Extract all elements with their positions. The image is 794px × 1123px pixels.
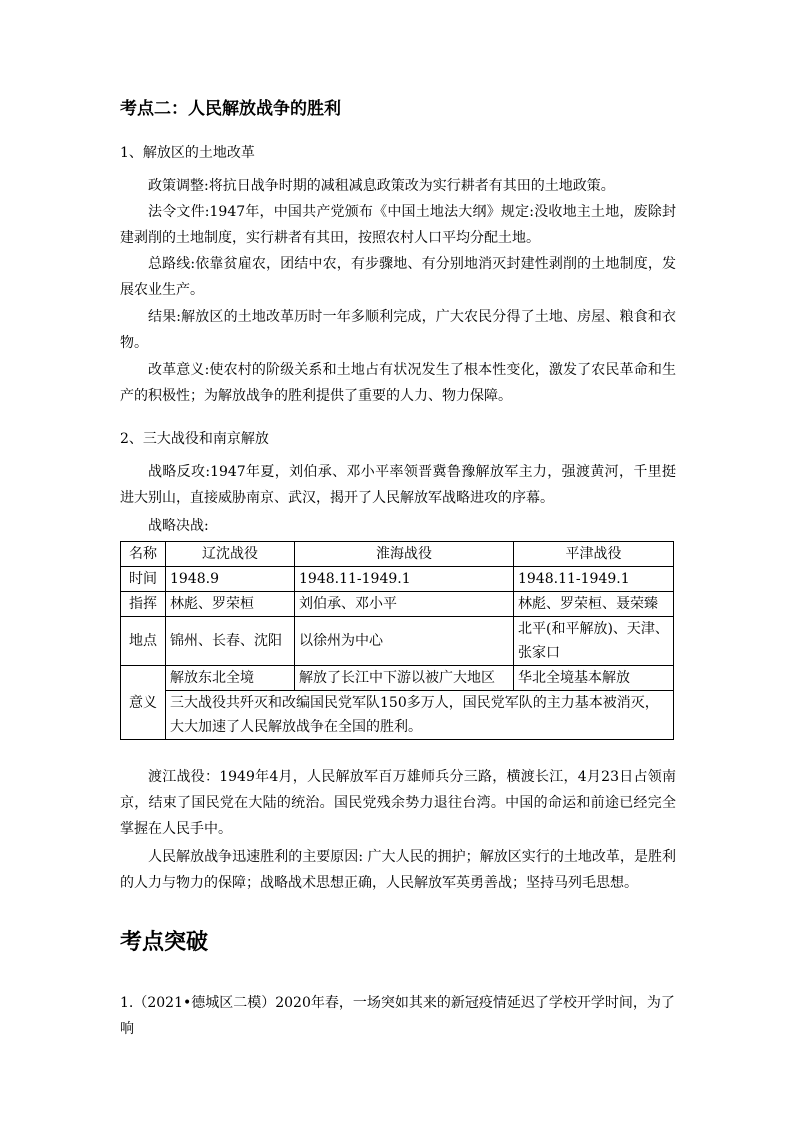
line-paragraph: 总路线:依靠贫雇农，团结中农，有步骤地、有分别地消灭封建性剥削的土地制度，发展农业生产。 — [120, 256, 676, 298]
table-cell: 三大战役共歼灭和改编国民党军队150多万人，国民党军队的主力基本被消灭，大大加速了人民解放战争在全国的胜利。 — [166, 691, 674, 740]
part1-heading: 1、解放区的土地改革 — [120, 145, 255, 161]
crossing-paragraph: 渡江战役：1949年4月，人民解放军百万雄师兵分三路，横渡长江，4月23日占领南京，结束了国民党在大陆的统治。国民党残余势力退往台湾。中国的命运和前途已经完全掌握在人民手中。 — [120, 769, 676, 837]
table-cell: 林彪、罗荣桓、聂荣臻 — [514, 592, 674, 617]
table-cell: 辽沈战役 — [166, 542, 295, 567]
table-row — [121, 567, 674, 592]
table-cell: 平津战役 — [514, 542, 674, 567]
battle-table — [120, 541, 674, 740]
result-paragraph: 结果:解放区的土地改革历时一年多顺利完成，广大农民分得了土地、房屋、粮食和衣物。 — [120, 309, 676, 351]
table-cell: 时间 — [121, 567, 166, 592]
table-cell: 地点 — [121, 617, 166, 666]
table-cell: 华北全境基本解放 — [514, 666, 674, 691]
table-cell: 1948.11-1949.1 — [295, 567, 514, 592]
table-cell: 北平(和平解放)、天津、张家口 — [514, 617, 674, 666]
table-cell: 意义 — [121, 666, 166, 740]
table-cell: 1948.9 — [166, 567, 295, 592]
table-row — [121, 666, 674, 691]
table-cell: 以徐州为中心 — [295, 617, 514, 666]
section-title: 考点二：人民解放战争的胜利 — [120, 99, 341, 119]
table-row — [121, 592, 674, 617]
table-cell: 淮海战役 — [295, 542, 514, 567]
table-cell: 解放了长江中下游以被广大地区 — [295, 666, 514, 691]
table-cell: 锦州、长春、沈阳 — [166, 617, 295, 666]
meaning-paragraph: 改革意义:使农村的阶级关系和土地占有状况发生了根本性变化，激发了农民革命和生产的积极性；为解放战争的胜利提供了重要的人力、物力保障。 — [120, 362, 676, 404]
table-cell: 林彪、罗荣桓 — [166, 592, 295, 617]
table-row — [121, 542, 674, 567]
table-row — [121, 691, 674, 740]
table-cell: 指挥 — [121, 592, 166, 617]
table-cell: 名称 — [121, 542, 166, 567]
reasons-paragraph: 人民解放战争迅速胜利的主要原因: 广大人民的拥护；解放区实行的土地改革，是胜利的人力与物力的保障；战略战术思想正确，人民解放军英勇善战；坚持马列毛思想。 — [120, 849, 676, 891]
counter-paragraph: 战略反攻:1947年夏，刘伯承、邓小平率领晋冀鲁豫解放军主力，强渡黄河，千里挺进大别山，直接威胁南京、武汉，揭开了人民解放军战略进攻的序幕。 — [120, 464, 676, 506]
table-cell: 1948.11-1949.1 — [514, 567, 674, 592]
breakthrough-title: 考点突破 — [120, 929, 209, 955]
table-cell: 解放东北全境 — [166, 666, 295, 691]
policy-paragraph: 政策调整:将抗日战争时期的减租减息政策改为实行耕者有其田的土地政策。 — [148, 178, 615, 194]
part2-heading: 2、三大战役和南京解放 — [120, 431, 269, 447]
law-paragraph: 法令文件:1947年，中国共产党颁布《中国土地法大纲》规定:没收地主土地，废除封建剥削的土地制度，实行耕者有其田，按照农村人口平均分配土地。 — [120, 204, 676, 246]
question-1: 1.（2021•德城区二模）2020年春，一场突如其来的新冠疫情延迟了学校开学时间，为了响 — [120, 995, 675, 1037]
table-cell: 刘伯承、邓小平 — [295, 592, 514, 617]
table-row — [121, 617, 674, 666]
decisive-label: 战略决战: — [148, 518, 209, 534]
